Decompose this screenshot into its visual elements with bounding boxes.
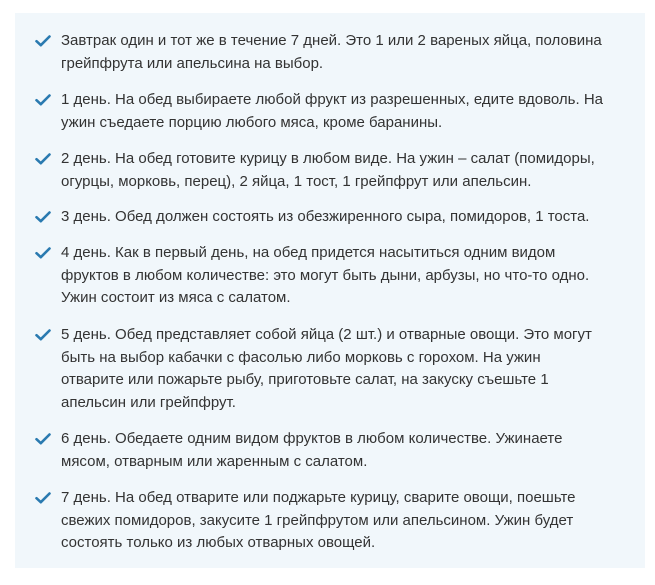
list-item-text: 2 день. На обед готовите курицу в любом виде. На ужин – салат (помидоры, огурцы, морковь, перец), 2 яйца, 1 тост, 1 грейпфрут или апельсин. (61, 150, 595, 190)
check-icon (35, 153, 51, 165)
list-item-text: 1 день. На обед выбираете любой фрукт из разрешенных, едите вдоволь. На ужин съедаете порцию любого мяса, кроме баранины. (61, 91, 604, 131)
list-item-text: Завтрак один и тот же в течение 7 дней. Это 1 или 2 вареных яйца, половина грейпфрута или апельсина на выбор. (61, 32, 602, 72)
list-item-text: 3 день. Обед должен состоять из обезжиренного сыра, помидоров, 1 тоста. (61, 208, 590, 225)
check-icon (35, 433, 51, 445)
check-icon (35, 94, 51, 106)
check-icon (35, 247, 51, 259)
list-item-text: 5 день. Обед представляет собой яйца (2 шт.) и отварные овощи. Это могут быть на выбор кабачки с фасолью либо морковь с горохом. На ужин отварите или пожарьте рыбу, приготовьте салат, на закуску съешьте 1 апельсин или грейпфрут. (61, 326, 592, 411)
diet-list-box (15, 13, 645, 568)
list-item-text: 6 день. Обедаете одним видом фруктов в любом количестве. Ужинаете мясом, отварным или жаренным с салатом. (61, 430, 563, 470)
list-item-text: 4 день. Как в первый день, на обед придется насытиться одним видом фруктов в любом количестве: это могут быть дыни, арбузы, но что-то одно. Ужин состоит из мяса с салатом. (61, 244, 590, 306)
check-icon (35, 492, 51, 504)
check-icon (35, 211, 51, 223)
list-item-text: 7 день. На обед отварите или поджарьте курицу, сварите овощи, поешьте свежих помидоров, закусите 1 грейпфрутом или апельсином. Ужин будет состоять только из любых отварных овощей. (61, 489, 576, 551)
check-icon (35, 35, 51, 47)
check-icon (35, 329, 51, 341)
